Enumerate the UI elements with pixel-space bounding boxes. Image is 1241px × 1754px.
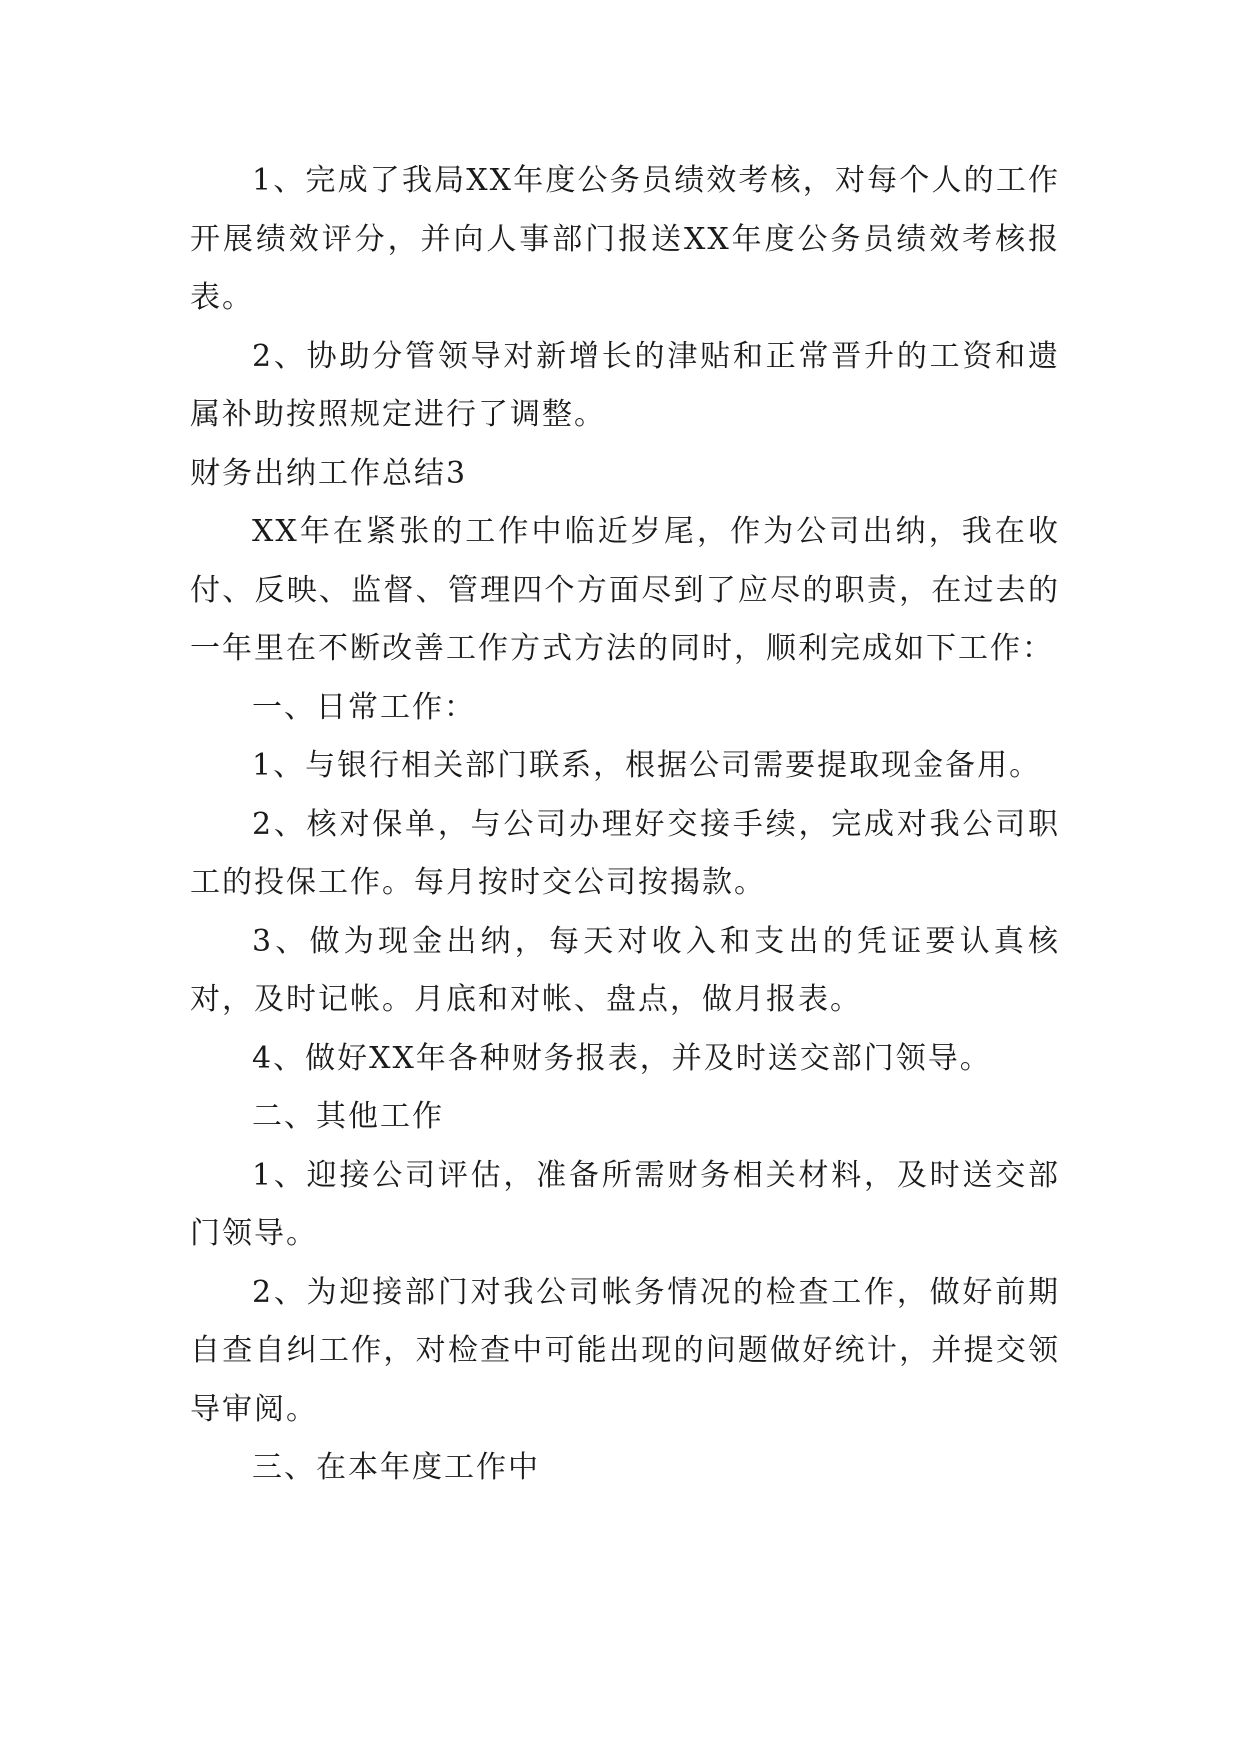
paragraph-intro: XX年在紧张的工作中临近岁尾，作为公司出纳，我在收付、反映、监督、管理四个方面尽到了应尽的职责，在过去的一年里在不断改善工作方式方法的同时，顺利完成如下工作： — [190, 514, 1060, 666]
heading-other-work: 二、其他工作 — [252, 1099, 444, 1134]
list-item: 1、与银行相关部门联系，根据公司需要提取现金备用。 — [252, 748, 1042, 783]
heading-this-year: 三、在本年度工作中 — [252, 1450, 540, 1485]
list-item: 2、为迎接部门对我公司帐务情况的检查工作，做好前期自查自纠工作，对检查中可能出现的问题做好统计，并提交领导审阅。 — [190, 1274, 1060, 1427]
list-item: 1、迎接公司评估，准备所需财务相关材料，及时送交部门领导。 — [190, 1157, 1060, 1251]
section-title: 财务出纳工作总结3 — [190, 455, 468, 491]
list-item: 3、做为现金出纳，每天对收入和支出的凭证要认真核对，及时记帐。月底和对帐、盘点，做月报表。 — [190, 923, 1060, 1017]
list-item: 4、做好XX年各种财务报表，并及时送交部门领导。 — [252, 1040, 992, 1076]
paragraph-appraisal: 1、完成了我局XX年度公务员绩效考核，对每个人的工作开展绩效评分，并向人事部门报送XX年度公务员绩效考核报表。 — [190, 163, 1060, 315]
heading-daily-work: 一、日常工作： — [252, 689, 476, 725]
document-body — [190, 152, 1060, 1498]
paragraph-salary-adjustment: 2、协助分管领导对新增长的津贴和正常晋升的工资和遗属补助按照规定进行了调整。 — [190, 338, 1060, 432]
list-item: 2、核对保单，与公司办理好交接手续，完成对我公司职工的投保工作。每月按时交公司按揭款。 — [190, 806, 1060, 900]
